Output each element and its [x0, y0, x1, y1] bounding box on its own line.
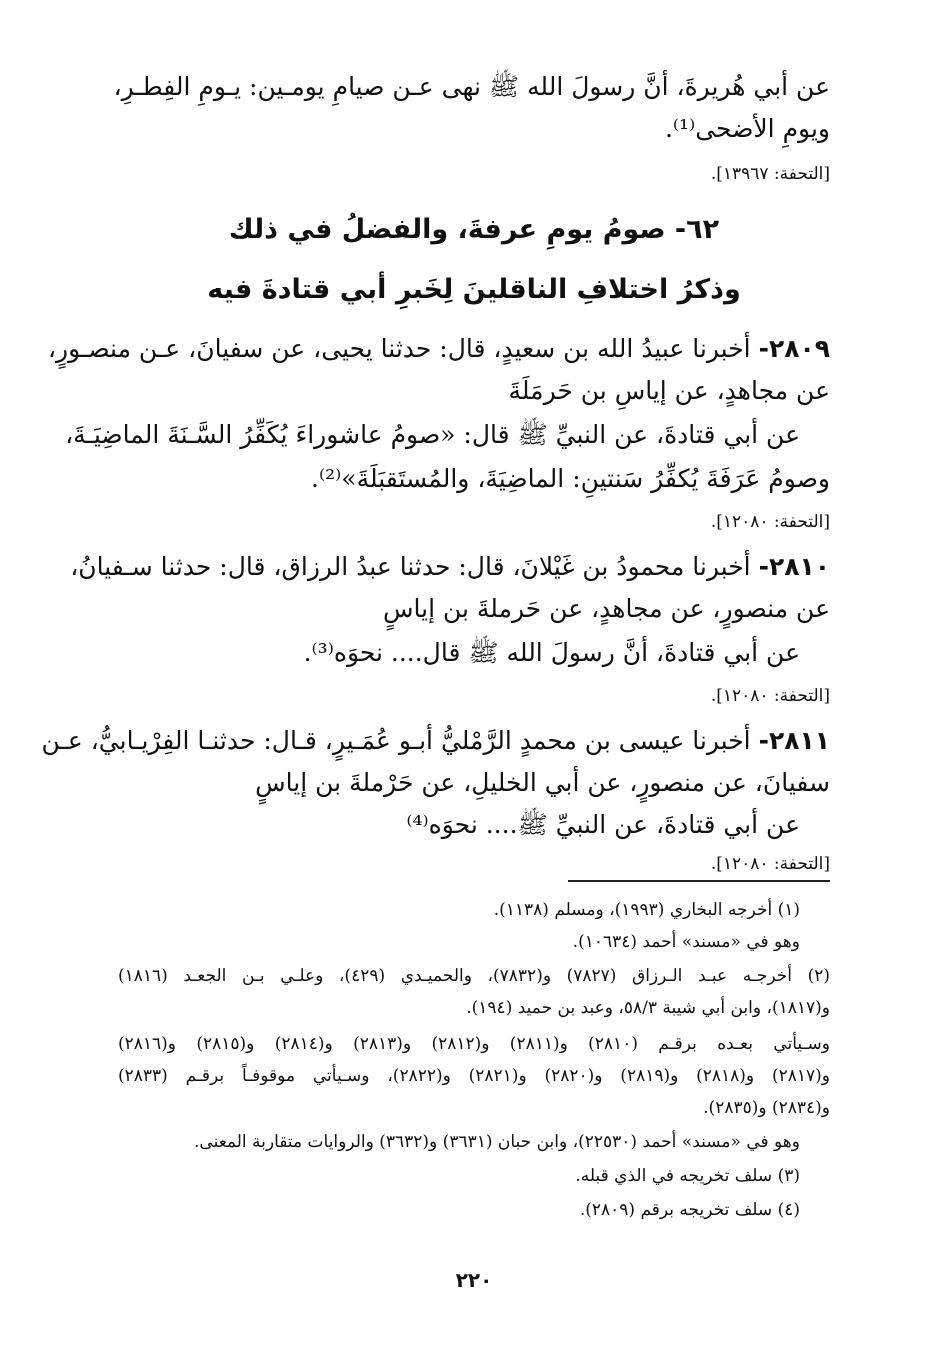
chapter-title-line-2: وذكرُ اختلافِ الناقلينَ لِخَبرِ أبي قتادةَ فيه	[207, 274, 741, 305]
hadith-2810-line-2: عن منصورٍ، عن مجاهدٍ، عن حَرملةَ بن إياسٍ	[382, 594, 830, 623]
hadith-prev-line-1: عن أبي هُريرةَ، أنَّ رسولَ الله ﷺ نهى عـن صيامِ يومـين: يـومِ الفِطـرِ،	[113, 72, 830, 101]
tuhfa-reference: [التحفة: ١٢٠٨٠].	[710, 686, 830, 706]
hadith-prev-line-2: ويومِ الأضحى⁽¹⁾.	[664, 114, 830, 143]
tuhfa-reference: [التحفة: ١٢٠٨٠].	[710, 512, 830, 532]
hadith-2810-line-1	[70, 550, 830, 584]
footnote-2-cont: وسـيأتي بعـده برقـم (٢٨١٠) و(٢٨١١) و(٢٨١٢) و(٢٨١٣) و(٢٨١٤) و(٢٨١٥) و(٢٨١٦)	[118, 1034, 830, 1054]
hadith-text: أخبرنا محمودُ بن غَيْلانَ، قال: حدثنا عبدُ الرزاق، قال: حدثنا سـفيانُ،	[70, 552, 751, 581]
footnote-4: (٤) سلف تخريجه برقم (٢٨٠٩).	[579, 1200, 800, 1220]
hadith-2811-line-1	[41, 724, 830, 758]
hadith-text: أخبرنا عبيدُ الله بن سعيدٍ، قال: حدثنا يحيى، عن سفيانَ، عـن منصـورٍ،	[47, 334, 751, 363]
hadith-2809-line-4: وصومُ عَرَفَةَ يُكفِّرُ سَنتينِ: الماضِيَةَ، والمُستَقبَلَةَ»⁽²⁾.	[311, 464, 830, 493]
footnote-2-cont: وهو في «مسند» أحمد (٢٢٥٣٠)، وابن حبان (٣٦٣١) و(٣٦٣٢) والروايات متقاربة المعنى.	[194, 1132, 800, 1152]
hadith-2810-line-3: عن أبي قتادةَ، أنَّ رسولَ الله ﷺ قال.... نحوَه⁽³⁾.	[303, 638, 800, 667]
footnote-2-cont: و(٢٨١٧) و(٢٨١٨) و(٢٨١٩) و(٢٨٢٠) و(٢٨٢١) و(٢٨٢٢)، وسـيأتي موقوفـاً برقـم (٢٨٣٣)	[118, 1066, 830, 1086]
footnote-2-cont: و(٢٨٣٤) و(٢٨٣٥).	[703, 1098, 830, 1118]
hadith-2811-line-3: عن أبي قتادةَ، عن النبيِّ ﷺ.... نحوَه⁽⁴⁾	[406, 810, 800, 839]
hadith-2809-line-1	[47, 332, 830, 366]
hadith-number: ٢٨٠٩-	[758, 334, 830, 363]
footnote-2-cont: و(١٨١٧)، وابن أبي شيبة ٥٨/٣، وعبد بن حميد (١٩٤).	[466, 998, 830, 1018]
footnote-2: (٢) أخرجـه عبـد الـرزاق (٧٨٢٧) و(٧٨٣٢)، والحميـدي (٤٢٩)، وعلـي بـن الجعـد (١٨١٦)	[118, 966, 830, 986]
book-page	[41, 0, 830, 1364]
hadith-2811-line-2: سفيانَ، عن منصورٍ، عن أبي الخليلِ، عن حَرْملةَ بن إياسٍ	[255, 768, 830, 797]
chapter-title-line-1: ٦٢- صومُ يومِ عرفةَ، والفضلُ في ذلك	[228, 214, 720, 245]
hadith-number: ٢٨١٠-	[758, 552, 830, 581]
hadith-2809-line-2: عن مجاهدٍ، عن إياسِ بن حَرمَلَةَ	[508, 376, 830, 405]
hadith-2809-line-3: عن أبي قتادةَ، عن النبيِّ ﷺ قال: «صومُ عاشوراءَ يُكَفِّرُ السَّـنَةَ الماضِيَـةَ،	[65, 420, 800, 449]
footnote-1: (١) أخرجه البخاري (١٩٩٣)، ومسلم (١١٣٨).	[493, 900, 800, 920]
footnote-1-cont: وهو في «مسند» أحمد (١٠٦٣٤).	[572, 932, 800, 952]
footnote-3: (٣) سلف تخريجه في الذي قبله.	[575, 1166, 800, 1186]
tuhfa-reference: [التحفة: ١٢٠٨٠].	[710, 854, 830, 874]
page-number: ٢٢٠	[455, 1268, 493, 1292]
footnote-separator	[568, 880, 830, 882]
tuhfa-reference: [التحفة: ١٣٩٦٧].	[710, 164, 830, 184]
hadith-number: ٢٨١١-	[758, 726, 830, 755]
hadith-text: أخبرنا عيسى بن محمدٍ الرَّمْليُّ أبـو عُمَـيرٍ، قـال: حدثنـا الفِرْيـابيُّ، عـن	[41, 726, 751, 755]
